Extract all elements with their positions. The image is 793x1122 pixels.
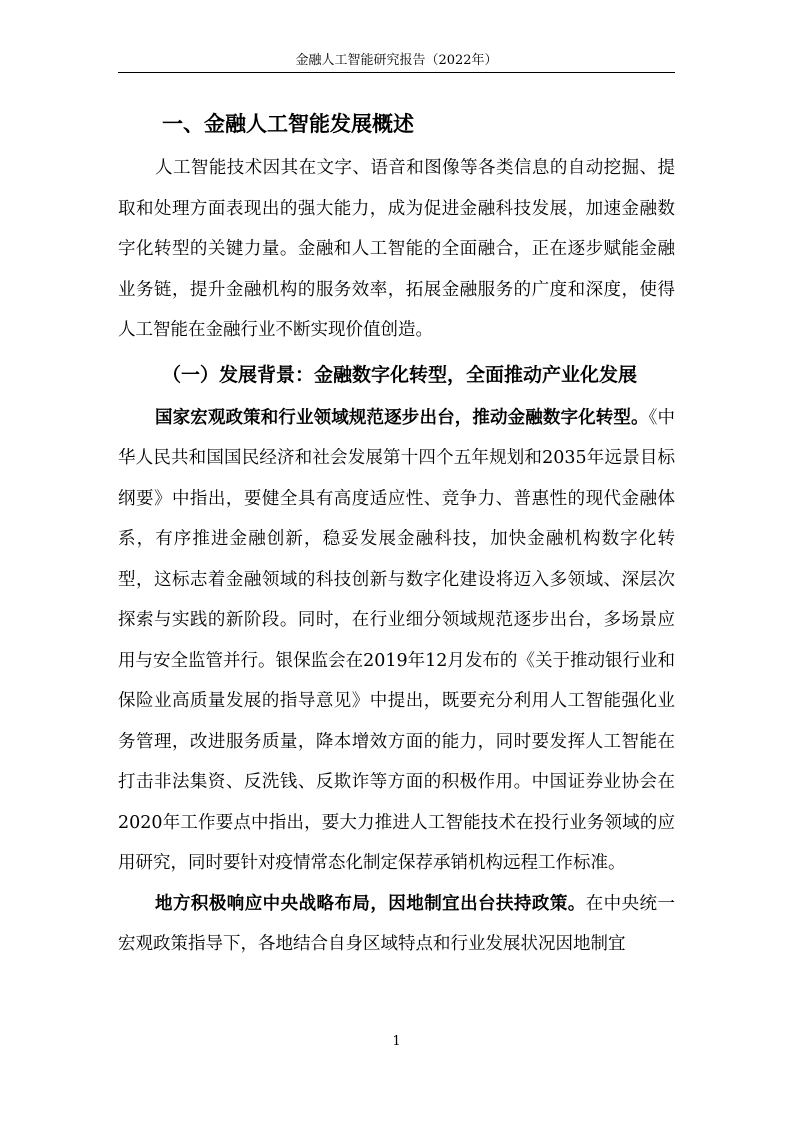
page-number: 1 [392, 1034, 401, 1049]
policy-paragraph-body: 《中华人民共和国国民经济和社会发展第十四个五年规划和2035年远景目标纲要》中指出，要健全具有高度适应性、竞争力、普惠性的现代金融体系，有序推进金融创新，稳妥发展金融科技，加快金融机构数字化转型，这标志着金融领域的科技创新与数字化建设将迈入多领域、深层次探索与实践的新阶段。同时，在行业细分领域规范逐步出台，多场景应用与安全监管并行。银保监会在2019年12月发布的《关于推动银行业和保险业高质量发展的指导意见》中提出，既要充分利用人工智能强化业务管理，改进服务质量，降本增效方面的能力，同时要发挥人工智能在打击非法集资、反洗钱、反欺诈等方面的积极作用。中国证券业协会在2020年工作要点中指出，要大力推进人工智能技术在投行业务领域的应用研究，同时要针对疫情常态化制定保荐承销机构远程工作标准。 [118, 407, 676, 873]
policy-paragraph [118, 398, 675, 884]
subsection-title: （一）发展背景：金融数字化转型，全面推动产业化发展 [162, 363, 638, 386]
local-policy-paragraph [118, 884, 675, 965]
policy-paragraph-lead: 国家宏观政策和行业领域规范逐步出台，推动金融数字化转型。 [155, 407, 649, 428]
header-divider [118, 72, 675, 73]
local-policy-paragraph-lead: 地方积极响应中央战略布局，因地制宜出台扶持政策。 [155, 893, 586, 914]
local-policy-paragraph-body: 在中央统一宏观政策指导下，各地结合自身区域特点和行业发展状况因地制宜 [118, 893, 676, 954]
intro-paragraph: 人工智能技术因其在文字、语音和图像等各类信息的自动挖掘、提取和处理方面表现出的强大能力，成为促进金融科技发展，加速金融数字化转型的关键力量。金融和人工智能的全面融合，正在逐步赋能金融业务链，提升金融机构的服务效率，拓展金融服务的广度和深度，使得人工智能在金融行业不断实现价值创造。 [118, 158, 675, 340]
page-body [118, 100, 675, 965]
section-title: 一、金融人工智能发展概述 [162, 112, 414, 136]
running-header: 金融人工智能研究报告（2022年） [295, 53, 498, 68]
